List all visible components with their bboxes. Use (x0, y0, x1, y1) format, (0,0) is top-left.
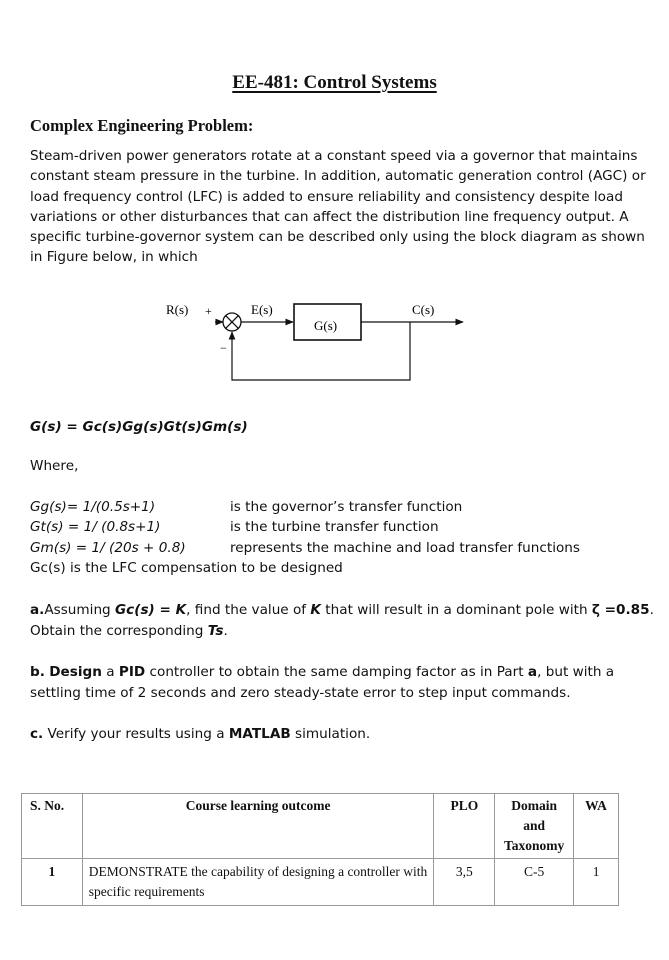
error-label: E(s) (251, 302, 273, 317)
machine-expression: Gm(s) = 1/ (20s + 0.8) (30, 540, 186, 556)
machine-description: represents the machine and load transfer functions (230, 540, 580, 556)
cell-sno: 1 (22, 859, 83, 906)
turbine-description: is the turbine transfer function (230, 519, 439, 535)
header-domain: Domain and Taxonomy (495, 794, 574, 859)
question-a: a.Assuming Gc(s) = K, find the value of K that will result in a dominant pole with ζ =0.85. Obtain the corresponding Ts. (30, 602, 654, 639)
table-row (22, 859, 619, 906)
question-c: c. Verify your results using a MATLAB simulation. (30, 726, 371, 742)
cell-clo: DEMONSTRATE the capability of designing a controller with specific requirements (82, 859, 434, 906)
header-wa: WA (574, 794, 619, 859)
system-equation: G(s) = Gc(s)Gg(s)Gt(s)Gm(s) (30, 419, 248, 435)
cell-wa: 1 (574, 859, 619, 906)
governor-expression: Gg(s)= 1/(0.5s+1) (30, 499, 156, 515)
compensation-definition: Gc(s) is the LFC compensation to be designed (30, 560, 343, 576)
cell-plo: 3,5 (434, 859, 495, 906)
header-clo: Course learning outcome (82, 794, 434, 859)
header-sno: S. No. (22, 794, 83, 859)
where-label: Where, (30, 458, 79, 474)
input-label: R(s) (166, 302, 189, 317)
summing-junction (223, 313, 241, 331)
clo-table (21, 793, 619, 906)
table-header-row (22, 794, 619, 859)
cell-domain: C-5 (495, 859, 574, 906)
plus-sign: + (205, 304, 212, 318)
intro-paragraph: Steam-driven power generators rotate at a constant speed via a governor that maintains constant steam pressure in the turbine. In addition, automatic generation control (AGC) or load frequency control (LFC) is added to ensure reliability and consistency despite load variations or other disturbances that can affect the distribution line frequency output. A specific turbine-governor system can be described only using the block diagram as shown in Figure below, in which (30, 148, 646, 266)
header-plo: PLO (434, 794, 495, 859)
block-diagram (150, 292, 480, 388)
minus-sign: − (220, 341, 227, 355)
governor-description: is the governor’s transfer function (230, 499, 463, 515)
block-label: G(s) (314, 318, 338, 333)
turbine-expression: Gt(s) = 1/ (0.8s+1) (30, 519, 161, 535)
section-heading: Complex Engineering Problem: (30, 116, 254, 135)
document-title (0, 72, 669, 94)
title-text: EE-481: Control Systems (232, 72, 437, 93)
output-label: C(s) (412, 302, 435, 317)
question-b: b. Design a PID controller to obtain the same damping factor as in Part a, but with a settling time of 2 seconds and zero steady-state error to step input commands. (30, 664, 615, 701)
